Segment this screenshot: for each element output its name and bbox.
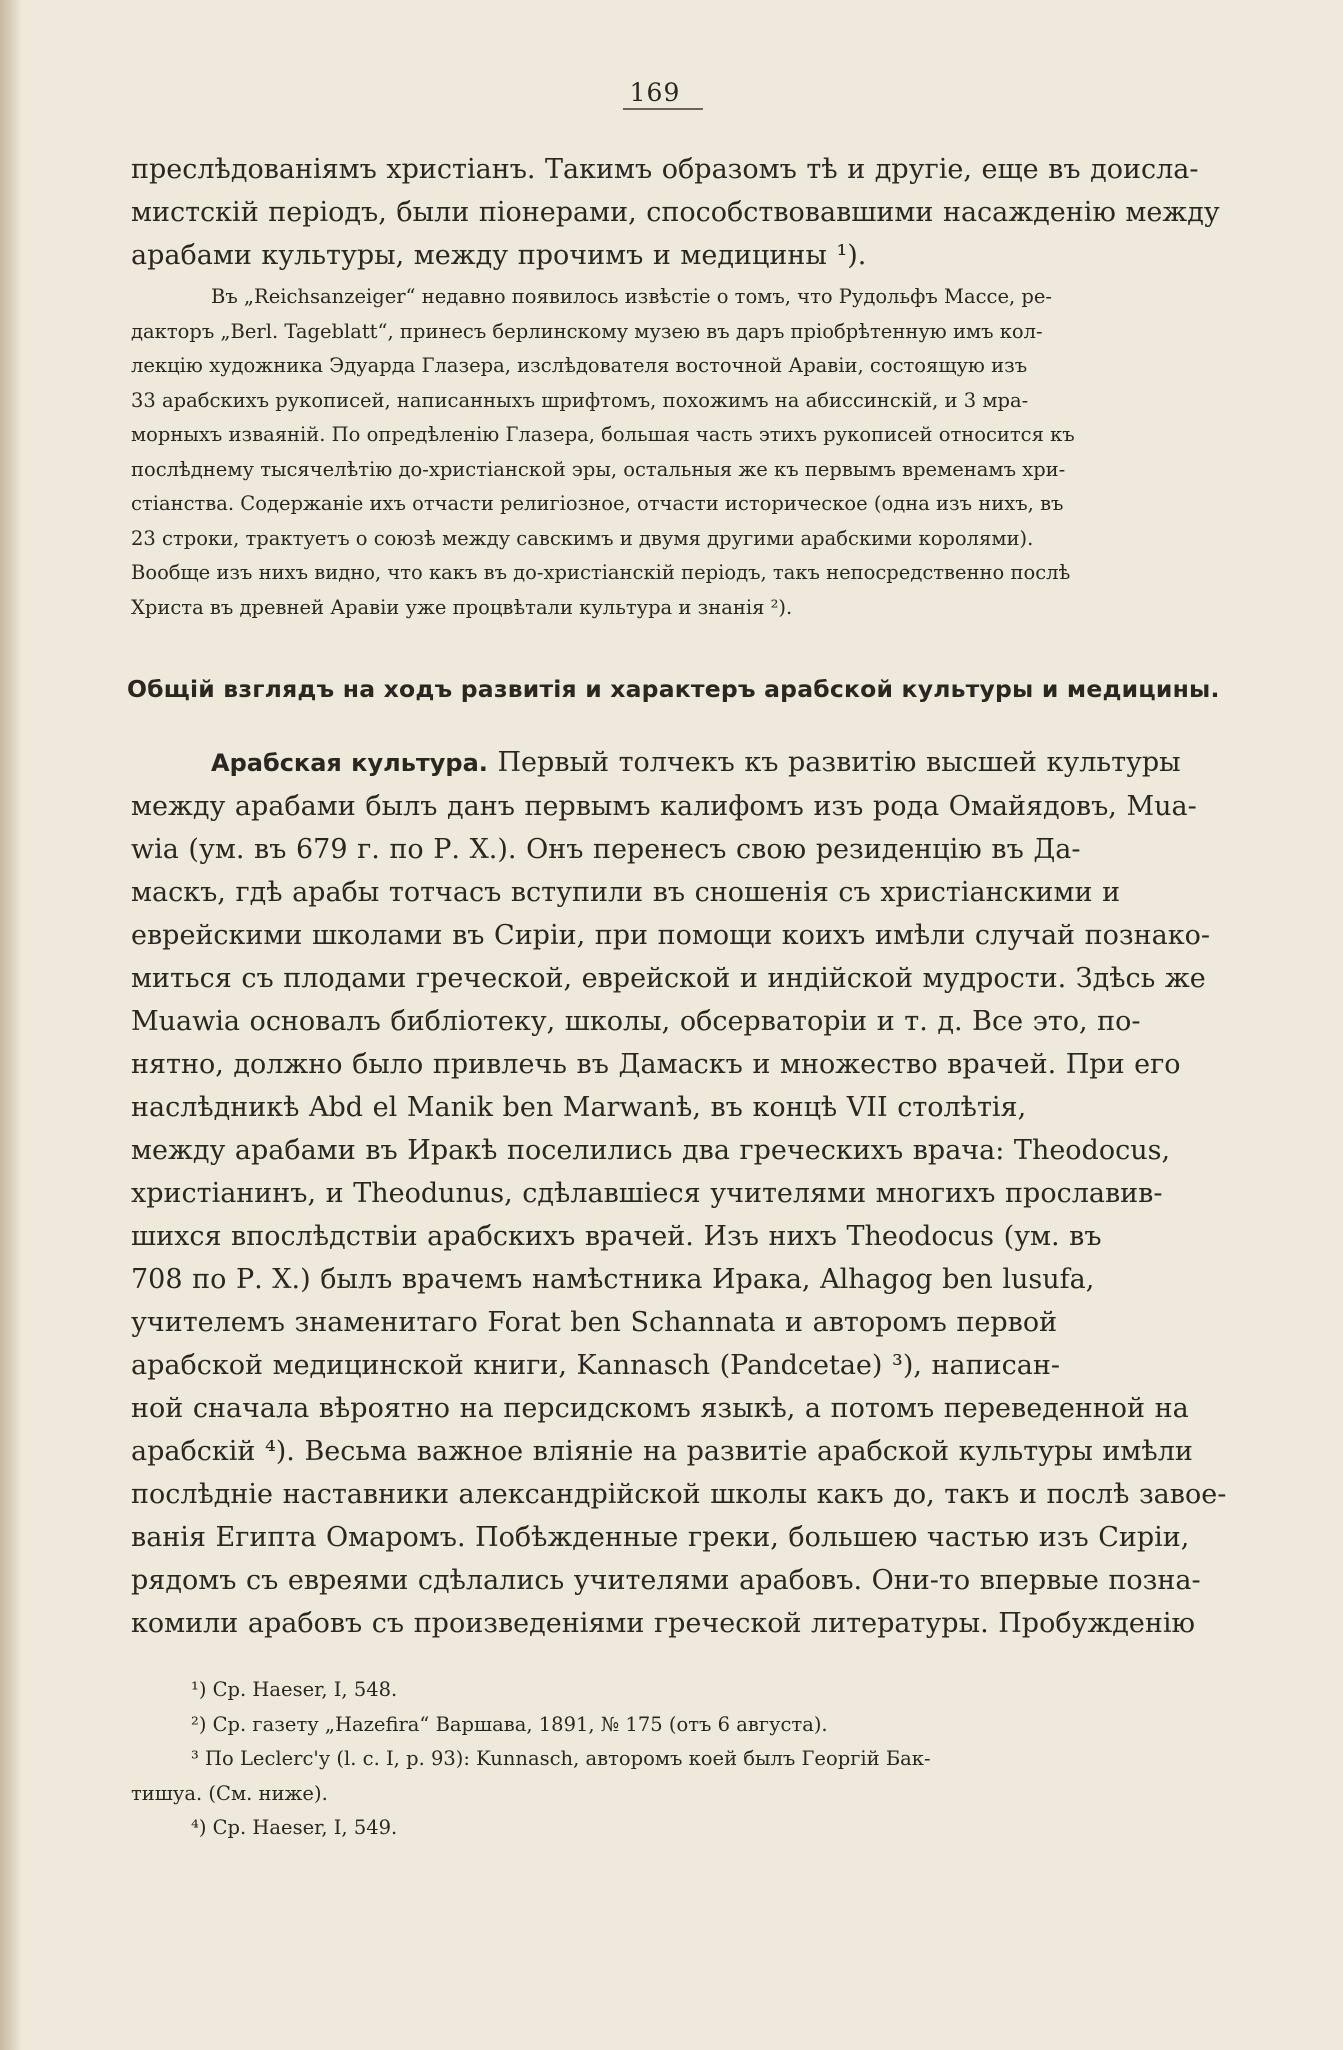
- text-line: мистскій періодъ, были піонерами, способствовавшими насажденію между: [131, 197, 1220, 228]
- run-in-heading: Арабская культура.: [211, 749, 488, 777]
- text-line: между арабами былъ данъ первымъ калифомъ изъ рода Омайядовъ, Muа-: [131, 791, 1197, 822]
- note-line: морныхъ изваяній. По опредѣленію Глазера, большая часть этихъ рукописей относится къ: [131, 423, 1075, 446]
- footnote: ¹) Ср. Haeser, I, 548.: [191, 1678, 398, 1701]
- text-line-rest: Первый толчекъ къ развитію высшей культуры: [487, 747, 1181, 778]
- inline-note-paragraph: [131, 280, 1199, 625]
- text-line: Muawia основалъ библіотеку, школы, обсерваторіи и т. д. Все это, по-: [131, 1006, 1141, 1037]
- text-line: рядомъ съ евреями сдѣлались учителями арабовъ. Они-то впервые позна-: [131, 1565, 1201, 1596]
- text-line: wia (ум. въ 679 г. по Р. Х.). Онъ перенесъ свою резиденцію въ Да-: [131, 834, 1081, 865]
- note-line: послѣднему тысячелѣтію до-христіанской эры, остальныя же къ первымъ временамъ хри-: [131, 457, 1066, 481]
- text-line: шихся впослѣдствіи арабскихъ врачей. Изъ нихъ Theodocus (ум. въ: [131, 1221, 1102, 1252]
- text-line: арабскій ⁴). Весьма важное вліяніе на развитіе арабской культуры имѣли: [131, 1436, 1193, 1467]
- section-heading: Общій взглядъ на ходъ развитія и характеръ арабской культуры и медицины.: [127, 675, 1220, 703]
- text-line: еврейскими школами въ Сиріи, при помощи коихъ имѣли случай познако-: [131, 920, 1210, 951]
- text-line: между арабами въ Иракѣ поселились два греческихъ врача: Theodocus,: [131, 1135, 1171, 1166]
- text-line: арабской медицинской книги, Kannasch (Pandcetae) ³), написан-: [131, 1350, 1060, 1381]
- note-line: Вообще изъ нихъ видно, что какъ въ до-христіанскій періодъ, такъ непосредственно послѣ: [131, 561, 1071, 584]
- footnotes: [131, 1673, 1199, 1846]
- note-line: Христа въ древней Аравіи уже процвѣтали культура и знанія ²).: [131, 595, 793, 619]
- text-line: наслѣдникѣ Abd el Manik ben Marwanѣ, въ концѣ VII столѣтія,: [131, 1092, 1027, 1123]
- note-line: стіанства. Содержаніе ихъ отчасти религіозное, отчасти историческое (одна изъ нихъ, въ: [131, 492, 1064, 515]
- note-line: дакторъ „Berl. Tageblatt“, принесъ берлинскому музею въ даръ пріобрѣтенную имъ кол-: [131, 319, 1043, 343]
- text-line: маскъ, гдѣ арабы тотчасъ вступили въ сношенія съ христіанскими и: [131, 877, 1121, 908]
- paragraph-arab-culture: [131, 741, 1227, 1645]
- footnote-continuation: тишуа. (См. ниже).: [131, 1781, 328, 1805]
- note-line: 23 строки, трактуетъ о союзѣ между савскимъ и двумя другими арабскими королями).: [131, 526, 1034, 550]
- text-line: 708 по Р. Х.) былъ врачемъ намѣстника Ирака, Alhagog ben lusufа,: [131, 1264, 1095, 1295]
- page-edge-shadow: [0, 0, 22, 2050]
- page-number-rule: [623, 108, 703, 110]
- text-line: христіанинъ, и Theodunus, сдѣлавшіеся учителями многихъ прославив-: [131, 1178, 1163, 1209]
- text-line: ванія Египта Омаромъ. Побѣжденные греки, большею частью изъ Сиріи,: [131, 1522, 1190, 1553]
- footnote: ⁴) Ср. Haeser, I, 549.: [191, 1816, 398, 1839]
- note-line: лекцію художника Эдуарда Глазера, изслѣдователя восточной Аравіи, состоящую изъ: [131, 354, 1028, 377]
- text-line: учителемъ знаменитаго Forat ben Schannata и авторомъ первой: [131, 1307, 1058, 1338]
- paragraph-intro: [131, 148, 1220, 277]
- text-line: преслѣдованіямъ христіанъ. Такимъ образомъ тѣ и другіе, еще въ доисла-: [131, 154, 1199, 185]
- page-body: [127, 148, 1227, 1846]
- text-line: комили арабовъ съ произведеніями греческой литературы. Пробужденію: [131, 1608, 1196, 1639]
- text-line: послѣдніе наставники александрійской школы какъ до, такъ и послѣ завое-: [131, 1479, 1227, 1510]
- text-line: [131, 741, 1199, 785]
- text-line: ной сначала вѣроятно на персидскомъ языкѣ, а потомъ переведенной на: [131, 1393, 1189, 1424]
- note-line: 33 арабскихъ рукописей, написанныхъ шрифтомъ, похожимъ на абиссинскій, и 3 мра-: [131, 388, 1029, 412]
- page-number: 169: [629, 78, 681, 107]
- text-line: миться съ плодами греческой, еврейской и индійской мудрости. Здѣсь же: [131, 963, 1206, 994]
- text-line: арабами культуры, между прочимъ и медицины ¹).: [131, 240, 867, 271]
- note-line: Въ „Reichsanzeiger“ недавно появилось извѣстіе о томъ, что Рудольфъ Массе, ре-: [211, 285, 1052, 308]
- footnote: ³ По Leclerc'у (l. c. I, р. 93): Kunnasch, авторомъ коей былъ Георгій Бак-: [191, 1747, 931, 1770]
- footnote: ²) Ср. газету „Hazefira“ Варшава, 1891, № 175 (отъ 6 августа).: [191, 1712, 828, 1736]
- text-line: нятно, должно было привлечь въ Дамаскъ и множество врачей. При его: [131, 1049, 1181, 1080]
